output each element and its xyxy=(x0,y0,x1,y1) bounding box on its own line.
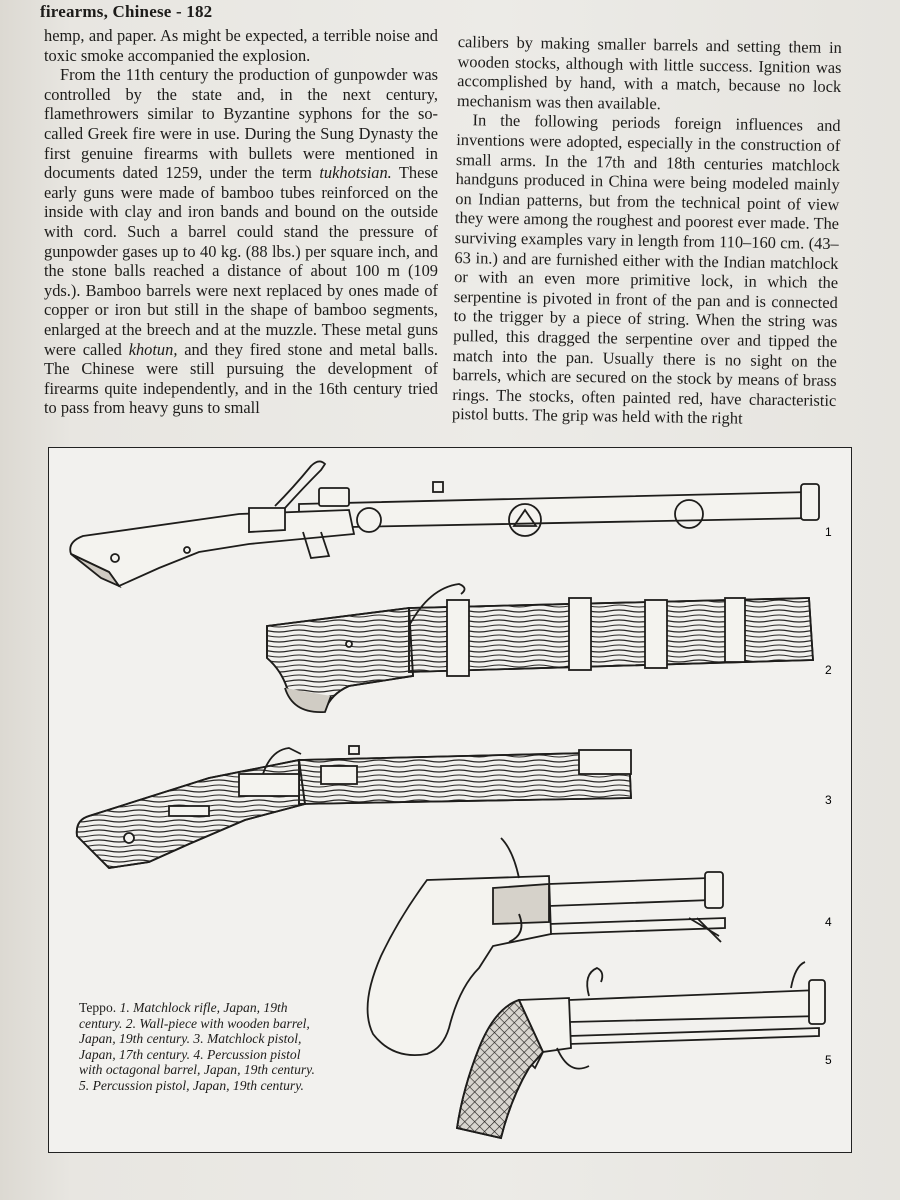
figure-number: 2 xyxy=(825,663,832,677)
matchlock-rifle-drawing xyxy=(70,461,819,586)
caption-text: 1. Matchlock rifle, Japan, 19th century. 2. Wall-piece with wooden barrel, Japan, 19th century. 3. Matchlock pistol, Japan, 17th century. 4. Percussion pistol with octagonal barrel, Japan, 19th century. 5. Percussion pistol, Japan, 19th century. xyxy=(79,1000,315,1093)
left-column xyxy=(44,26,438,418)
wall-piece-drawing xyxy=(267,584,813,712)
caption-lead: Teppo. xyxy=(79,1000,117,1015)
paragraph: From the 11th century the production of gunpowder was controlled by the state and, in the next century, flamethrowers similar to Byzantine syphons for the so-called Greek fire were in use. During the Sung Dynasty the first genuine firearms with bullets were mentioned in documents dated 1259, under the term tukhotsian. These early guns were made of bamboo tubes reinforced on the inside with clay and iron bands and bound on the outside with cord. Such a barrel could stand the pressure of gunpowder gases up to 40 kg. (88 lbs.) per square inch, and the stone balls reached a distance of about 100 m (109 yds.). Bamboo barrels were next replaced by ones made of copper or iron but still in the shape of bamboo segments, enlarged at the breech and at the muzzle. These metal guns were called khotun, and they fired stone and metal balls. The Chinese were still pursuing the development of firearms quite independently, and in the 16th century tried to pass from heavy guns to small xyxy=(44,65,439,418)
matchlock-pistol-drawing xyxy=(77,746,631,868)
paragraph: hemp, and paper. As might be expected, a terrible noise and toxic smoke accompanied the explosion. xyxy=(44,26,438,65)
figure-number: 1 xyxy=(825,525,832,539)
paragraph: In the following periods foreign influences and inventions were adopted, especially in the construction of small arms. In the 17th and 18th centuries matchlock handguns produced in China were being modeled mainly on Indian patterns, but from the technical point of view they were among the roughest and poorest ever made. The surviving examples vary in length from 110–160 cm. (43–63 in.) and are furnished either with the Indian matchlock or with an even more primitive lock, in which the serpentine is pivoted in front of the pan and is connected to the trigger by a piece of string. When the string was pulled, this dragged the serpentine over and tipped the match into the pan. Usually there is no sight on the barrels, which are secured on the stock by means of brass rings. The stocks, often painted red, have characteristic pistol butts. The grip was held with the right xyxy=(451,110,841,428)
right-column xyxy=(452,32,842,430)
percussion-pistol-drawing xyxy=(457,962,825,1138)
figure-caption xyxy=(79,1000,319,1094)
figure-number: 5 xyxy=(825,1053,832,1067)
running-header: firearms, Chinese - 182 xyxy=(40,2,213,21)
firearms-illustration xyxy=(48,447,852,1153)
figure-number: 3 xyxy=(825,793,832,807)
figure-number: 4 xyxy=(825,915,832,929)
paragraph: calibers by making smaller barrels and setting them in wooden stocks, although with little success. Ignition was accomplished by hand, with a match, because no lock mechanism was then available. xyxy=(456,32,842,113)
